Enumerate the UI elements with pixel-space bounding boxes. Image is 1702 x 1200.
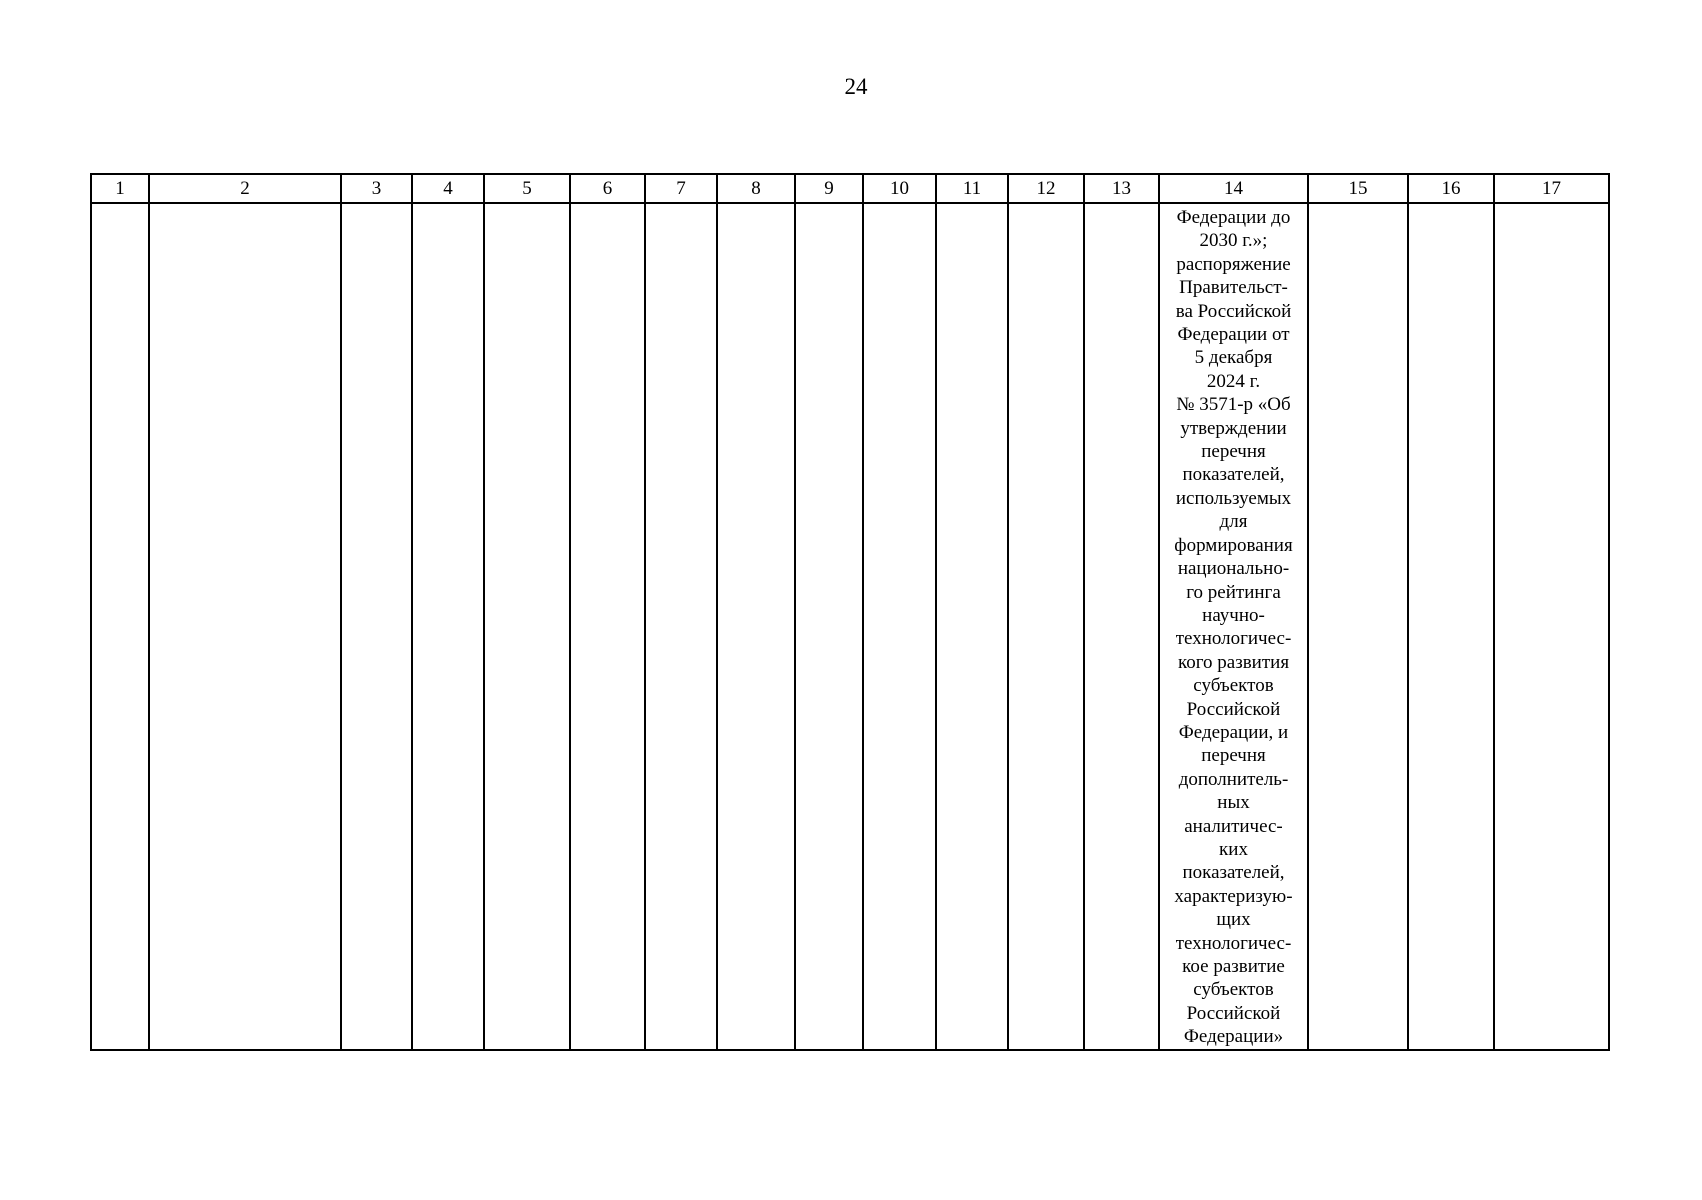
cell-text-col17 xyxy=(1495,204,1608,206)
cell-text-col10 xyxy=(864,204,935,206)
column-number-row xyxy=(91,174,1609,203)
column-number-1: 1 xyxy=(91,174,149,203)
table-cell-col11 xyxy=(936,203,1008,1050)
table-cell-col2 xyxy=(149,203,341,1050)
table-cell-col1 xyxy=(91,203,149,1050)
cell-text-col5 xyxy=(485,204,569,206)
column-number-11: 11 xyxy=(936,174,1008,203)
table-cell-col10 xyxy=(863,203,936,1050)
table-cell-col3 xyxy=(341,203,412,1050)
table-cell-col14 xyxy=(1159,203,1308,1050)
document-table xyxy=(90,173,1610,1051)
column-number-3: 3 xyxy=(341,174,412,203)
column-number-6: 6 xyxy=(570,174,645,203)
table-cell-col6 xyxy=(570,203,645,1050)
table-cell-col17 xyxy=(1494,203,1609,1050)
column-number-13: 13 xyxy=(1084,174,1159,203)
column-number-4: 4 xyxy=(412,174,484,203)
table-cell-col4 xyxy=(412,203,484,1050)
cell-text-col6 xyxy=(571,204,644,206)
page-number: 24 xyxy=(844,74,868,99)
column-number-2: 2 xyxy=(149,174,341,203)
cell-text-col1 xyxy=(92,204,148,206)
cell-text-col16 xyxy=(1409,204,1493,206)
column-number-16: 16 xyxy=(1408,174,1494,203)
column-number-10: 10 xyxy=(863,174,936,203)
column-number-5: 5 xyxy=(484,174,570,203)
cell-text-col11 xyxy=(937,204,1007,206)
table-cell-col5 xyxy=(484,203,570,1050)
cell-text-col14: Федерации до 2030 г.»; распоряжение Правительст- ва Российской Федерации от 5 декабря 2024 г. № 3571-р «Об утверждении перечня показателей, используемых для формирования национально- го рейтинга научно- технологичес- кого развития субъектов Российской Федерации, и перечня дополнитель- ных аналитичес- ких показателей, характеризую- щих технологичес- кое развитие субъектов Российской Федерации» xyxy=(1174,207,1293,1048)
table-cell-col16 xyxy=(1408,203,1494,1050)
column-number-8: 8 xyxy=(717,174,795,203)
column-number-15: 15 xyxy=(1308,174,1408,203)
table-cell-col12 xyxy=(1008,203,1084,1050)
cell-text-col4 xyxy=(413,204,483,206)
table-cell-col9 xyxy=(795,203,863,1050)
cell-text-col7 xyxy=(646,204,716,206)
column-number-9: 9 xyxy=(795,174,863,203)
table-cell-col15 xyxy=(1308,203,1408,1050)
cell-text-col9 xyxy=(796,204,862,206)
table-row xyxy=(91,203,1609,1050)
column-number-7: 7 xyxy=(645,174,717,203)
column-number-12: 12 xyxy=(1008,174,1084,203)
cell-text-col13 xyxy=(1085,204,1158,206)
column-number-14: 14 xyxy=(1159,174,1308,203)
table-cell-col13 xyxy=(1084,203,1159,1050)
cell-text-col8 xyxy=(718,204,794,206)
cell-text-col12 xyxy=(1009,204,1083,206)
table-cell-col7 xyxy=(645,203,717,1050)
cell-text-col2 xyxy=(150,204,340,206)
cell-text-col3 xyxy=(342,204,411,206)
cell-text-col15 xyxy=(1309,204,1407,206)
column-number-17: 17 xyxy=(1494,174,1609,203)
table-cell-col8 xyxy=(717,203,795,1050)
